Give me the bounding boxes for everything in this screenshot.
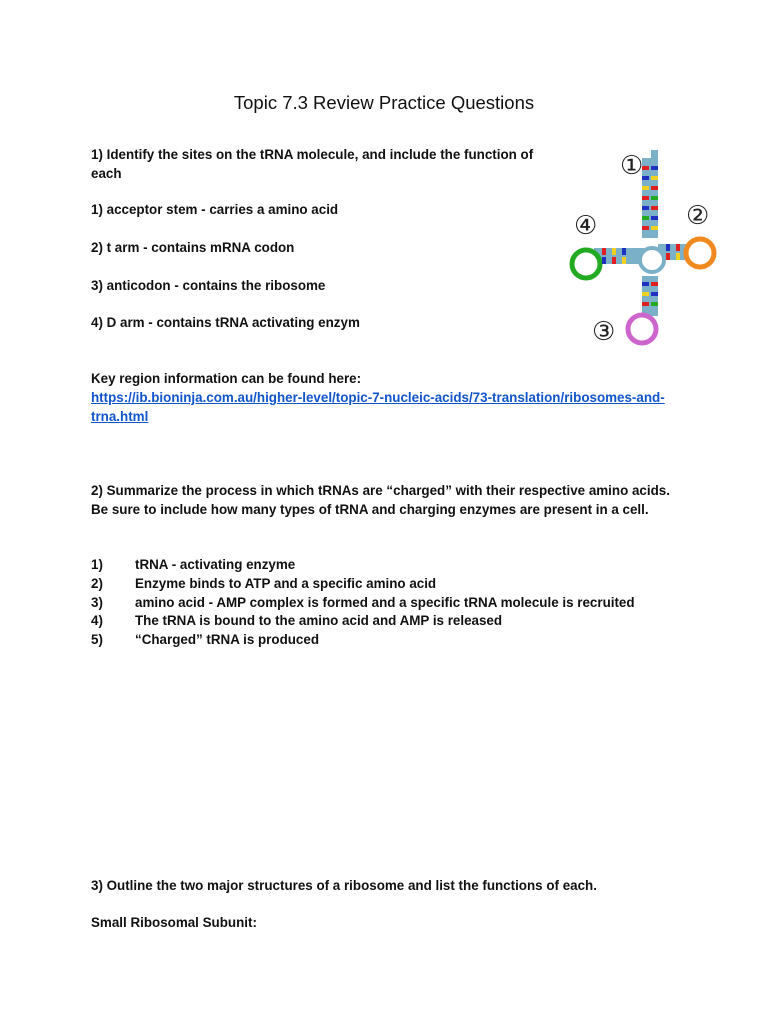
charging-steps-list: [91, 556, 635, 650]
question-1-prompt: 1) Identify the sites on the tRNA molecule, and include the function of each: [91, 147, 534, 181]
list-item: 2) Enzyme binds to ATP and a specific amino acid: [91, 575, 437, 591]
label-3: ③: [592, 317, 616, 347]
small-subunit-heading: Small Ribosomal Subunit:: [91, 915, 257, 930]
label-1: ①: [620, 151, 644, 181]
list-item: 3) amino acid - AMP complex is formed and a specific tRNA molecule is recruited: [91, 594, 635, 610]
answer-1: 1) acceptor stem - carries a amino acid: [91, 202, 339, 217]
answer-4: 4) D arm - contains tRNA activating enzym: [91, 315, 360, 330]
trna-diagram: [562, 148, 724, 358]
label-4: ④: [574, 211, 598, 241]
answer-3: 3) anticodon - contains the ribosome: [91, 278, 326, 293]
label-2: ②: [686, 201, 710, 231]
anticodon-loop: [628, 315, 656, 343]
question-2-prompt: 2) Summarize the process in which tRNAs are “charged” with their respective amino acids. Be sure to include how many types of tRNA and charging enzymes are present in a cell.: [91, 483, 670, 517]
list-item: 4) The tRNA is bound to the amino acid and AMP is released: [91, 613, 503, 629]
t-loop: [686, 239, 714, 267]
bioninja-link[interactable]: https://ib.bioninja.com.au/higher-level/topic-7-nucleic-acids/73-translation/ribosomes-and-trna.html: [91, 390, 665, 424]
central-junction: [640, 248, 664, 272]
answer-2: 2) t arm - contains mRNA codon: [91, 240, 295, 255]
acceptor-end: [651, 150, 658, 160]
d-loop: [572, 250, 600, 278]
page-title: Topic 7.3 Review Practice Questions: [233, 92, 535, 113]
list-item: 5) “Charged” tRNA is produced: [91, 632, 320, 648]
list-item: 1) tRNA - activating enzyme: [91, 557, 296, 572]
question-3-prompt: 3) Outline the two major structures of a ribosome and list the functions of each.: [91, 878, 597, 893]
key-info-label: Key region information can be found here:: [91, 371, 362, 386]
